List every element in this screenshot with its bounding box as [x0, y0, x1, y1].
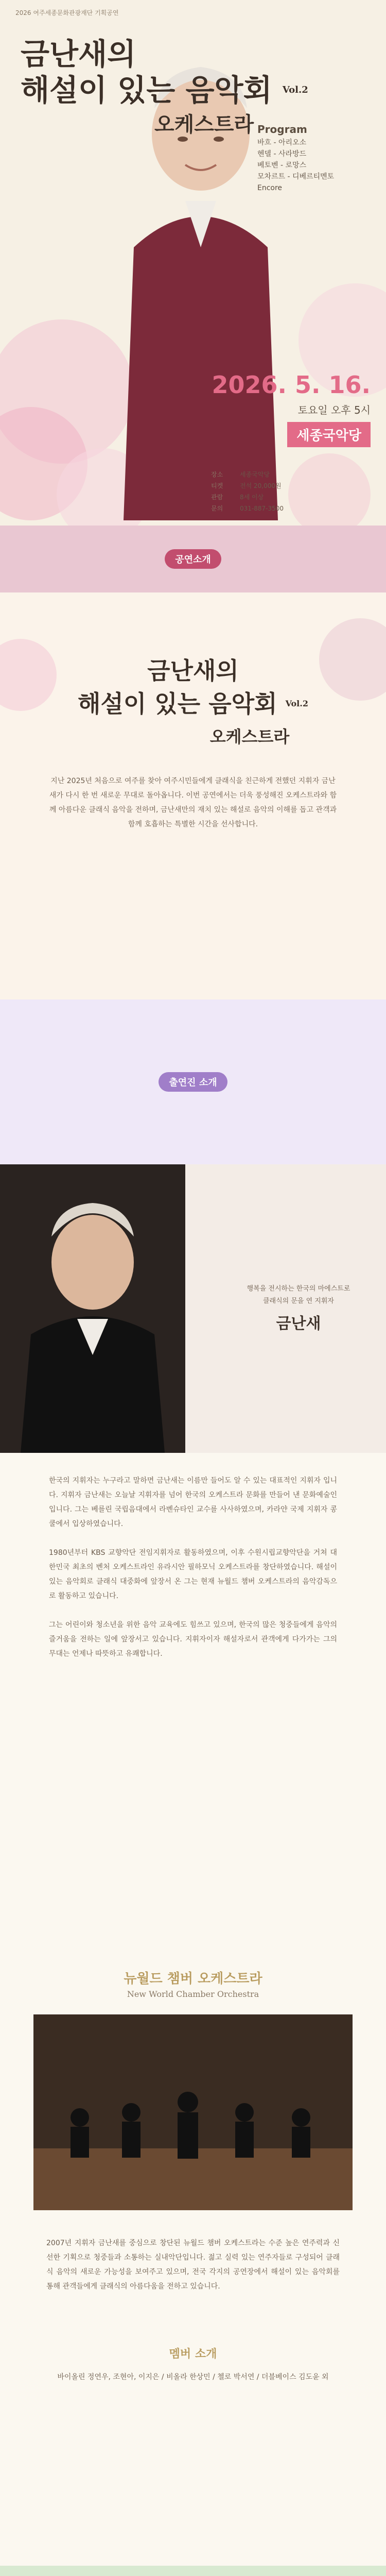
- info-value: 031-887-3500: [240, 505, 284, 512]
- conductor-bio: [0, 1453, 386, 1958]
- orchestra-heading: 뉴월드 챔버 오케스트라: [124, 1971, 262, 1987]
- hero-orch: 오케스트라: [154, 112, 254, 137]
- orchestra-heading-en: New World Chamber Orchestra: [127, 1989, 259, 1999]
- info-value: 전석 20,000원: [240, 482, 282, 489]
- performer-pill: 출연진 소개: [159, 1072, 227, 1092]
- orchestra-description: 2007년 지휘자 금난새를 중심으로 창단된 뉴월드 챔버 오케스트라는 수준 높은 연주력과 신선한 기획으로 청중들과 소통하는 실내악단입니다. 젊고 실력 있는 연주자들로 구성되어 클래식 음악의 새로운 가능성을 보여주고 있으며, 전국 각지의 공연장에서 해설이 있는 음악회를 통해 관객들에게 클래식의 아름다움을 전하고 있습니다.: [46, 2239, 340, 2291]
- flower-decoration: [0, 598, 386, 752]
- program-heading: Program: [257, 123, 307, 135]
- conductor-feature: [0, 1164, 386, 1453]
- info-key: 문의: [211, 505, 223, 512]
- hero-info: [211, 469, 371, 514]
- program-item: 바흐 - 아리오소: [257, 139, 307, 147]
- program-section: [0, 2566, 386, 2576]
- conductor-name: 금난새: [276, 1315, 321, 1333]
- hero-title-line1: 금난새의: [21, 37, 136, 72]
- bio-paragraph: 그는 어린이와 청소년을 위한 음악 교육에도 힘쓰고 있으며, 한국의 많은 청중들에게 음악의 즐거움을 전하는 일에 앞장서고 있습니다. 지휘자이자 해설자로서 관객에게 다가가는 그의 무대는 언제나 따뜻하고 유쾌합니다.: [49, 1621, 337, 1658]
- conductor-caption-line2: 클래식의 문을 연 지휘자: [263, 1297, 334, 1305]
- performer-heading: [0, 999, 386, 1164]
- intro-title-line1: 금난새의: [147, 657, 239, 685]
- hero-venue: 세종국악당: [287, 422, 371, 447]
- hero-title-line2: 해설이 있는 음악회: [21, 73, 272, 108]
- conductor-caption-line1: 행복을 전시하는 한국의 마에스트로: [247, 1285, 350, 1293]
- hero-time: 토요일 오후 5시: [297, 404, 371, 416]
- info-value: 세종국악당: [240, 471, 270, 478]
- orchestra-photo: [33, 2014, 353, 2210]
- intro-section: [0, 526, 386, 999]
- intro-vol: Vol.2: [285, 699, 308, 708]
- info-key: 티켓: [211, 482, 223, 489]
- program-item: 베토벤 - 로망스: [257, 161, 307, 170]
- info-key: 장소: [211, 471, 223, 478]
- intro-title-line2: 해설이 있는 음악회: [78, 690, 277, 718]
- program-item: 모차르트 - 디베르티멘토: [257, 173, 335, 181]
- info-key: 관람: [211, 494, 223, 501]
- program-item: Encore: [257, 184, 283, 192]
- intro-pill: 공연소개: [165, 549, 221, 569]
- hero-tagline: 2026 여주세종문화관광재단 기획공연: [15, 9, 119, 16]
- members-list: 바이올린 정연우, 조현아, 이지은 / 비올라 한상민 / 첼로 박서연 / 더블베이스 김도윤 외: [57, 2373, 329, 2381]
- hero-title: [21, 36, 340, 138]
- orchestra-section: [0, 1958, 386, 2566]
- hero-poster: [0, 0, 386, 526]
- intro-orch: 오케스트라: [209, 727, 290, 747]
- info-value: 8세 이상: [240, 494, 264, 501]
- conductor-photo: [0, 1164, 185, 1453]
- bio-paragraph: 한국의 지휘자는 누구라고 말하면 금난새는 이름만 들어도 알 수 있는 대표적인 지휘자 입니다. 지휘자 금난새는 오늘날 지휘자를 넘어 한국의 오케스트라 문화를 만들어 낸 문화예술인입니다. 그는 베를린 국립음대에서 라벤슈타인 교수를 사사하였으며, 카라얀 국제 지휘자 콩쿨에서 입상하였습니다.: [49, 1477, 337, 1528]
- program-box: [257, 124, 365, 194]
- hero-date-block: [206, 371, 371, 447]
- hero-date: 2026. 5. 16.: [212, 371, 371, 399]
- hero-vol: Vol.2: [282, 84, 308, 95]
- conductor-caption: [221, 1283, 376, 1333]
- intro-body: 지난 2025년 처음으로 여주를 찾아 여주시민들에게 클래식을 친근하게 전했던 지휘자 금난새가 다시 한 번 새로운 무대로 돌아옵니다. 이번 공연에서는 더욱 풍성해진 오케스트라와 함께 아름다운 클래식 음악을 전하며, 금난새만의 재치 있는 해설로 음악의 이해를 돕고 관객과 함께 호흡하는 특별한 시간을 선사합니다.: [49, 777, 337, 828]
- bio-paragraph: 1980년부터 KBS 교향악단 전임지휘자로 활동하였으며, 이후 수원시립교향악단을 거쳐 대한민국 최초의 벤처 오케스트라인 유라시안 필하모닉 오케스트라를 창단하였습니다. 해설이 있는 음악회로 클래식 대중화에 앞장서 온 그는 현재 뉴월드 챔버 오케스트라의 음악감독으로 활동하고 있습니다.: [49, 1549, 337, 1600]
- members-heading: 멤버 소개: [169, 2347, 217, 2361]
- program-item: 헨델 - 사라방드: [257, 150, 307, 158]
